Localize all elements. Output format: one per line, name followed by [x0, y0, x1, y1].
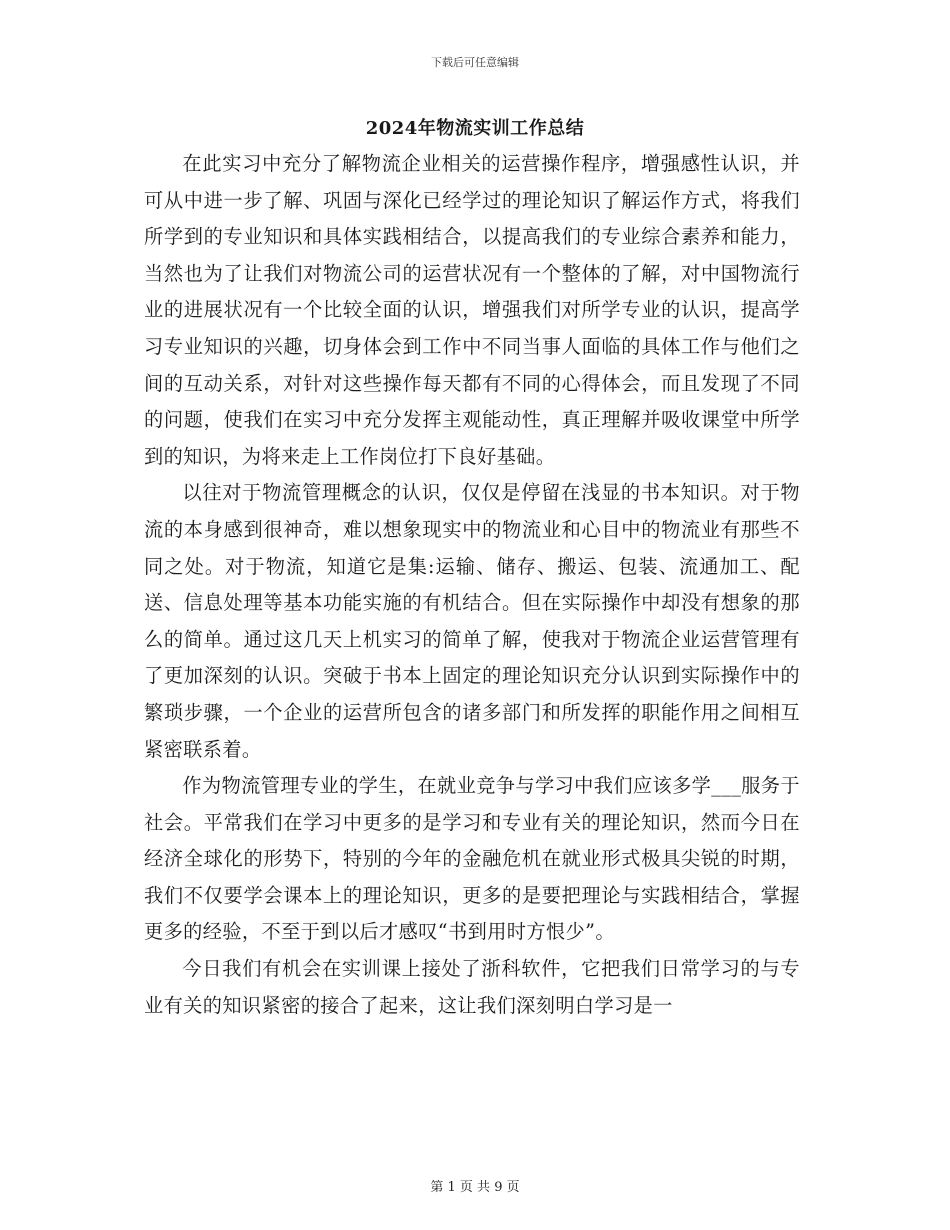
paragraph-3: 作为物流管理专业的学生，在就业竞争与学习中我们应该多学___服务于社会。平常我们在学习中更多的是学习和专业有关的理论知识，然而今日在经济全球化的形势下，特别的今年的金融危机在就业形式极具尖锐的时期，我们不仅要学会课本上的理论知识，更多的是要把理论与实践相结合，掌握更多的经验，不至于到以后才感叹“书到用时方恨少”。 — [144, 774, 800, 944]
document-title: 2024年物流实训工作总结 — [365, 118, 585, 139]
document-body — [144, 146, 800, 1024]
download-edit-note: 下载后可任意编辑 — [431, 56, 519, 69]
paragraph-2: 以往对于物流管理概念的认识，仅仅是停留在浅显的书本知识。对于物流的本身感到很神奇，难以想象现实中的物流业和心目中的物流业有那些不同之处。对于物流，知道它是集:运输、储存、搬运、包装、流通加工、配送、信息处理等基本功能实施的有机结合。但在实际操作中却没有想象的那么的简单。通过这几天上机实习的简单了解，使我对于物流企业运营管理有了更加深刻的认识。突破于书本上固定的理论知识充分认识到实际操作中的繁琐步骤，一个企业的运营所包含的诸多部门和所发挥的职能作用之间相互紧密联系着。 — [144, 481, 800, 761]
page-number-footer: 第 1 页 共 9 页 — [430, 1180, 520, 1195]
paragraph-1: 在此实习中充分了解物流企业相关的运营操作程序，增强感性认识，并可从中进一步了解、巩固与深化已经学过的理论知识了解运作方式，将我们所学到的专业知识和具体实践相结合，以提高我们的专业综合素养和能力，当然也为了让我们对物流公司的运营状况有一个整体的了解，对中国物流行业的进展状况有一个比较全面的认识，增强我们对所学专业的认识，提高学习专业知识的兴趣，切身体会到工作中不同当事人面临的具体工作与他们之间的互动关系，对针对这些操作每天都有不同的心得体会，而且发现了不同的问题，使我们在实习中充分发挥主观能动性，真正理解并吸收课堂中所学到的知识，为将来走上工作岗位打下良好基础。 — [144, 152, 800, 468]
paragraph-4: 今日我们有机会在实训课上接处了浙科软件，它把我们日常学习的与专业有关的知识紧密的接合了起来，这让我们深刻明白学习是一 — [144, 957, 800, 1017]
